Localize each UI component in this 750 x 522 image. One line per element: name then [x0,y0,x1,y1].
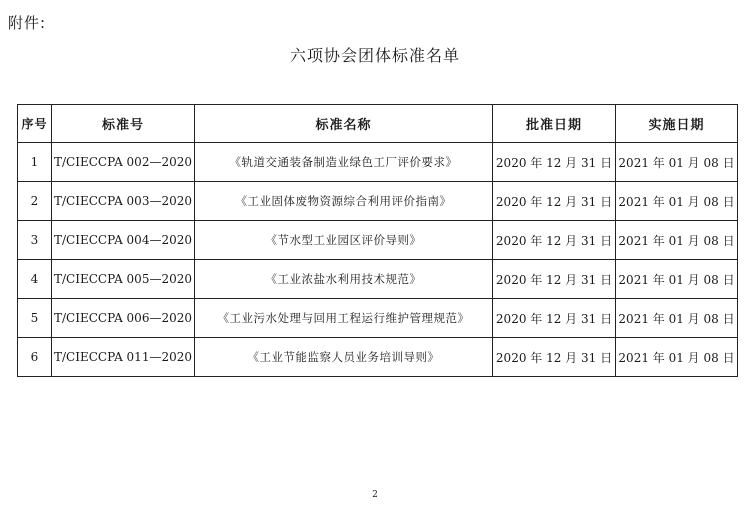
row-effective-date: 2021 年 01 月 08 日 [616,338,738,377]
row-seq: 3 [18,221,52,260]
row-effective-date: 2021 年 01 月 08 日 [616,260,738,299]
row-name: 《工业节能监察人员业务培训导则》 [195,338,493,377]
table-row [18,221,738,260]
document-title: 六项协会团体标准名单 [289,46,460,65]
row-approval-date: 2020 年 12 月 31 日 [493,338,616,377]
row-name: 《工业污水处理与回用工程运行维护管理规范》 [195,299,493,338]
row-code: T/CIECCPA 006—2020 [52,299,195,338]
row-approval-date: 2020 年 12 月 31 日 [493,143,616,182]
header-name: 标准名称 [195,105,493,143]
row-seq: 2 [18,182,52,221]
row-approval-date: 2020 年 12 月 31 日 [493,221,616,260]
row-seq: 1 [18,143,52,182]
row-code: T/CIECCPA 003—2020 [52,182,195,221]
row-code: T/CIECCPA 004—2020 [52,221,195,260]
row-code: T/CIECCPA 005—2020 [52,260,195,299]
row-name: 《工业浓盐水利用技术规范》 [195,260,493,299]
row-effective-date: 2021 年 01 月 08 日 [616,143,738,182]
table-row [18,338,738,377]
row-seq: 6 [18,338,52,377]
table-row [18,143,738,182]
table-header [18,105,738,143]
table-row [18,299,738,338]
row-effective-date: 2021 年 01 月 08 日 [616,221,738,260]
header-code: 标准号 [52,105,195,143]
standards-table [17,104,738,377]
table-body [18,143,738,377]
header-effective-date: 实施日期 [616,105,738,143]
row-name: 《工业固体废物资源综合利用评价指南》 [195,182,493,221]
row-code: T/CIECCPA 002—2020 [52,143,195,182]
row-seq: 5 [18,299,52,338]
row-approval-date: 2020 年 12 月 31 日 [493,260,616,299]
page-number: 2 [372,490,378,500]
row-approval-date: 2020 年 12 月 31 日 [493,182,616,221]
row-code: T/CIECCPA 011—2020 [52,338,195,377]
row-effective-date: 2021 年 01 月 08 日 [616,182,738,221]
row-effective-date: 2021 年 01 月 08 日 [616,299,738,338]
header-seq: 序号 [18,105,52,143]
table-row [18,260,738,299]
table-row [18,182,738,221]
row-name: 《节水型工业园区评价导则》 [195,221,493,260]
row-approval-date: 2020 年 12 月 31 日 [493,299,616,338]
attachment-label: 附件: [8,14,47,32]
row-seq: 4 [18,260,52,299]
header-approval-date: 批准日期 [493,105,616,143]
header-row [18,105,738,143]
row-name: 《轨道交通装备制造业绿色工厂评价要求》 [195,143,493,182]
